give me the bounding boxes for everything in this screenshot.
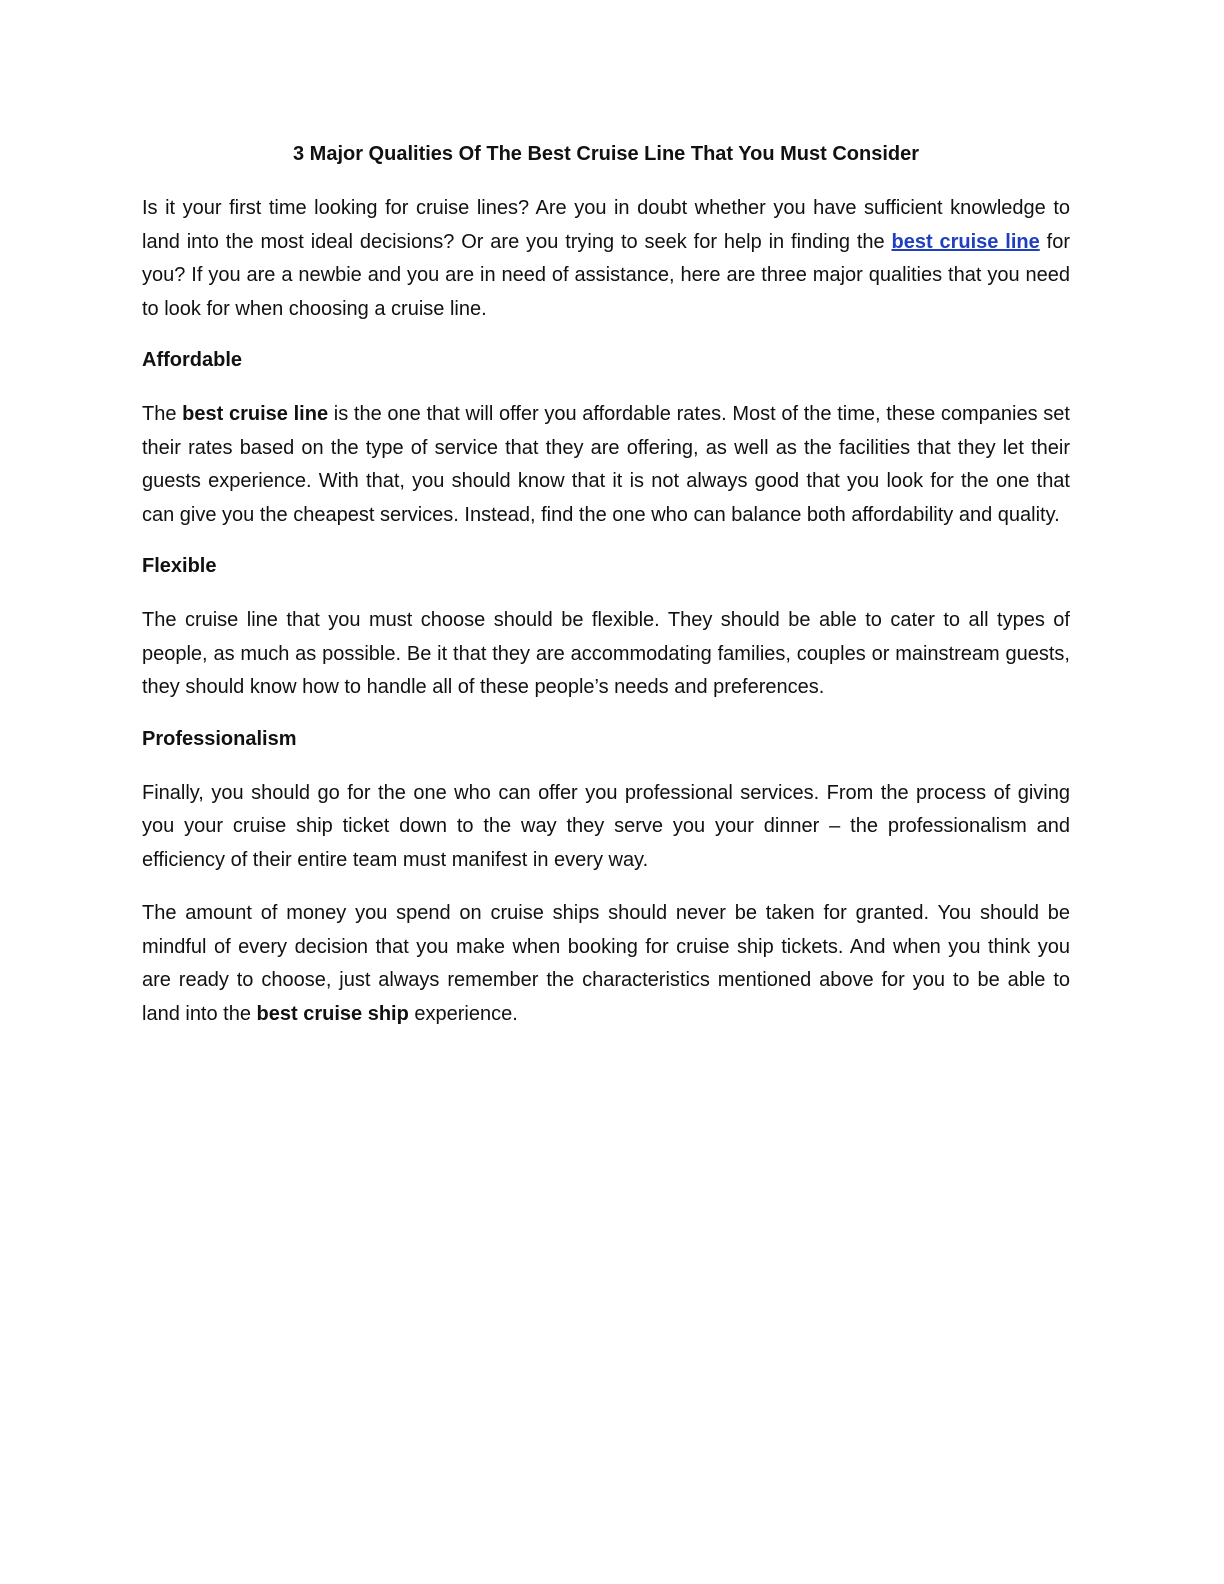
affordable-paragraph	[142, 398, 1070, 532]
professionalism-paragraph: Finally, you should go for the one who can offer you professional services. From the process of giving you your cruise ship ticket down to the way they serve you your dinner – the professionalism and efficiency of their entire team must manifest in every way.	[142, 781, 1070, 871]
conclusion-text-start: The amount of money you spend on cruise ships should never be taken for granted. You should be mindful of every decision that you make when booking for cruise ship tickets. And when you think you are ready to choose, just always remember the characteristics mentioned above for you to be able to land into the	[142, 902, 1070, 1025]
flexible-heading: Flexible	[142, 555, 217, 577]
affordable-bold-phrase: best cruise line	[182, 403, 329, 425]
affordable-heading: Affordable	[142, 349, 242, 371]
intro-text-end: for you? If you are a newbie and you are in need of assistance, here are three major qualities that you need to look for when choosing a cruise line.	[142, 230, 1070, 320]
conclusion-bold-phrase: best cruise ship	[256, 1002, 409, 1025]
conclusion-paragraph	[142, 897, 1070, 1031]
conclusion-text-end: experience.	[408, 1002, 518, 1025]
affordable-text-end: is the one that will offer you affordable rates. Most of the time, these companies set their rates based on the type of service that they are offering, as well as the facilities that they let their guests experience. With that, you should know that it is not always good that you look for the one that can give you the cheapest services. Instead, find the one who can balance both affordability and quality.	[142, 403, 1070, 526]
intro-paragraph	[142, 192, 1070, 326]
professionalism-heading: Professionalism	[142, 727, 297, 750]
best-cruise-line-link[interactable]: best cruise line	[891, 230, 1040, 253]
affordable-text-start: The	[142, 403, 183, 425]
flexible-paragraph: The cruise line that you must choose should be flexible. They should be able to cater to all types of people, as much as possible. Be it that they are accommodating families, couples or mainstream guests, they should know how to handle all of these people’s needs and preferences.	[142, 609, 1070, 698]
intro-text-start: Is it your first time looking for cruise lines? Are you in doubt whether you have sufficient knowledge to land into the most ideal decisions? Or are you trying to seek for help in finding the	[142, 197, 1070, 253]
document-title: 3 Major Qualities Of The Best Cruise Line That You Must Consider	[292, 143, 920, 165]
document-page	[142, 140, 1070, 1051]
